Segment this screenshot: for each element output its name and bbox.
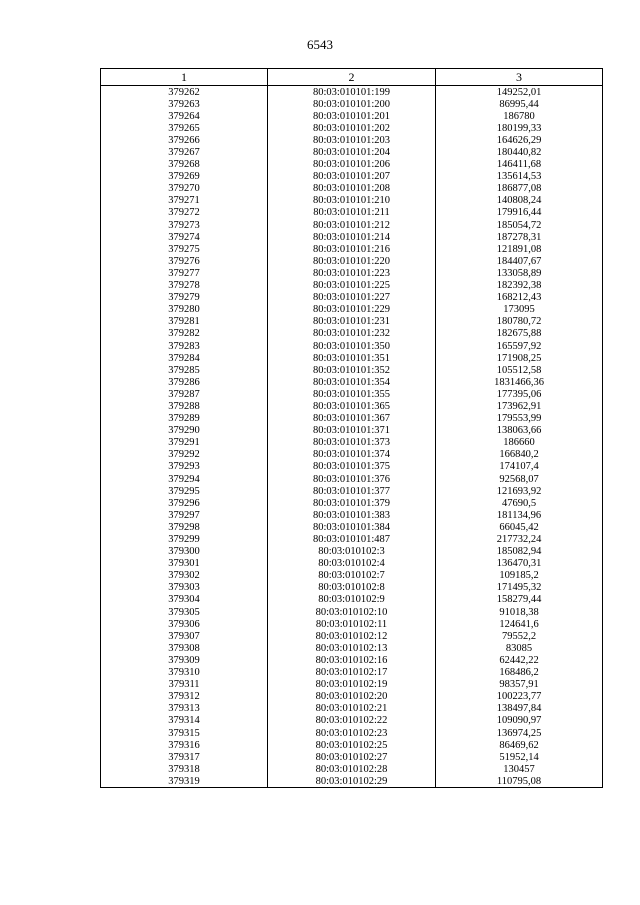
value-cell: 138063,66 <box>436 425 603 437</box>
table-row <box>101 231 603 243</box>
row-number-cell: 379274 <box>101 231 268 243</box>
value-cell: 173962,91 <box>436 400 603 412</box>
table-row <box>101 449 603 461</box>
cadastral-number-cell: 80:03:010101:223 <box>268 267 436 279</box>
row-number-cell: 379264 <box>101 110 268 122</box>
row-number-cell: 379317 <box>101 751 268 763</box>
cadastral-number-cell: 80:03:010101:367 <box>268 413 436 425</box>
row-number-cell: 379314 <box>101 715 268 727</box>
cadastral-number-cell: 80:03:010101:351 <box>268 352 436 364</box>
value-cell: 166840,2 <box>436 449 603 461</box>
cadastral-number-cell: 80:03:010101:374 <box>268 449 436 461</box>
table-row <box>101 558 603 570</box>
value-cell: 180780,72 <box>436 316 603 328</box>
table-row <box>101 751 603 763</box>
value-cell: 181134,96 <box>436 509 603 521</box>
table-row <box>101 183 603 195</box>
row-number-cell: 379281 <box>101 316 268 328</box>
table-row <box>101 618 603 630</box>
table-row <box>101 219 603 231</box>
cadastral-number-cell: 80:03:010102:16 <box>268 654 436 666</box>
row-number-cell: 379266 <box>101 134 268 146</box>
row-number-cell: 379307 <box>101 630 268 642</box>
cadastral-number-cell: 80:03:010101:214 <box>268 231 436 243</box>
cadastral-number-cell: 80:03:010102:8 <box>268 582 436 594</box>
table-row <box>101 267 603 279</box>
table-row <box>101 98 603 110</box>
value-cell: 146411,68 <box>436 159 603 171</box>
value-cell: 182392,38 <box>436 280 603 292</box>
table-row <box>101 340 603 352</box>
row-number-cell: 379278 <box>101 280 268 292</box>
cadastral-number-cell: 80:03:010102:7 <box>268 570 436 582</box>
cadastral-number-cell: 80:03:010101:204 <box>268 146 436 158</box>
value-cell: 121891,08 <box>436 243 603 255</box>
value-cell: 79552,2 <box>436 630 603 642</box>
cadastral-number-cell: 80:03:010101:199 <box>268 86 436 99</box>
table-row <box>101 413 603 425</box>
row-number-cell: 379276 <box>101 255 268 267</box>
row-number-cell: 379308 <box>101 642 268 654</box>
row-number-cell: 379293 <box>101 461 268 473</box>
row-number-cell: 379296 <box>101 497 268 509</box>
column-header-2: 2 <box>268 69 436 86</box>
row-number-cell: 379273 <box>101 219 268 231</box>
cadastral-number-cell: 80:03:010102:17 <box>268 667 436 679</box>
value-cell: 110795,08 <box>436 775 603 788</box>
table-row <box>101 352 603 364</box>
cadastral-number-cell: 80:03:010101:371 <box>268 425 436 437</box>
row-number-cell: 379298 <box>101 521 268 533</box>
cadastral-number-cell: 80:03:010101:207 <box>268 171 436 183</box>
table-row <box>101 775 603 788</box>
row-number-cell: 379282 <box>101 328 268 340</box>
table-row <box>101 146 603 158</box>
cadastral-number-cell: 80:03:010101:212 <box>268 219 436 231</box>
value-cell: 140808,24 <box>436 195 603 207</box>
table-row <box>101 425 603 437</box>
table-row <box>101 473 603 485</box>
cadastral-number-cell: 80:03:010101:208 <box>268 183 436 195</box>
cadastral-number-cell: 80:03:010101:203 <box>268 134 436 146</box>
table-row <box>101 642 603 654</box>
row-number-cell: 379290 <box>101 425 268 437</box>
value-cell: 165597,92 <box>436 340 603 352</box>
table-row <box>101 437 603 449</box>
table-row <box>101 727 603 739</box>
table-row <box>101 159 603 171</box>
value-cell: 105512,58 <box>436 364 603 376</box>
row-number-cell: 379272 <box>101 207 268 219</box>
table-row <box>101 679 603 691</box>
row-number-cell: 379311 <box>101 679 268 691</box>
row-number-cell: 379305 <box>101 606 268 618</box>
value-cell: 177395,06 <box>436 388 603 400</box>
page-number: 6543 <box>307 37 333 52</box>
value-cell: 186780 <box>436 110 603 122</box>
value-cell: 86995,44 <box>436 98 603 110</box>
row-number-cell: 379262 <box>101 86 268 99</box>
value-cell: 187278,31 <box>436 231 603 243</box>
row-number-cell: 379269 <box>101 171 268 183</box>
cadastral-number-cell: 80:03:010101:216 <box>268 243 436 255</box>
value-cell: 124641,6 <box>436 618 603 630</box>
cadastral-number-cell: 80:03:010102:21 <box>268 703 436 715</box>
table-row <box>101 243 603 255</box>
row-number-cell: 379299 <box>101 533 268 545</box>
row-number-cell: 379283 <box>101 340 268 352</box>
row-number-cell: 379289 <box>101 413 268 425</box>
row-number-cell: 379294 <box>101 473 268 485</box>
value-cell: 149252,01 <box>436 86 603 99</box>
cadastral-number-cell: 80:03:010101:365 <box>268 400 436 412</box>
cadastral-number-cell: 80:03:010102:3 <box>268 546 436 558</box>
table-row <box>101 763 603 775</box>
cadastral-number-cell: 80:03:010102:29 <box>268 775 436 788</box>
cadastral-number-cell: 80:03:010101:383 <box>268 509 436 521</box>
cadastral-number-cell: 80:03:010101:373 <box>268 437 436 449</box>
value-cell: 47690,5 <box>436 497 603 509</box>
cadastral-number-cell: 80:03:010101:211 <box>268 207 436 219</box>
table-row <box>101 582 603 594</box>
table-row <box>101 304 603 316</box>
table-row <box>101 122 603 134</box>
table-header-row <box>101 69 603 86</box>
table-row <box>101 739 603 751</box>
cadastral-number-cell: 80:03:010101:206 <box>268 159 436 171</box>
value-cell: 184407,67 <box>436 255 603 267</box>
cadastral-number-cell: 80:03:010101:352 <box>268 364 436 376</box>
cadastral-number-cell: 80:03:010101:200 <box>268 98 436 110</box>
table-row <box>101 316 603 328</box>
cadastral-number-cell: 80:03:010101:384 <box>268 521 436 533</box>
row-number-cell: 379291 <box>101 437 268 449</box>
value-cell: 174107,4 <box>436 461 603 473</box>
cadastral-number-cell: 80:03:010101:375 <box>268 461 436 473</box>
table-row <box>101 485 603 497</box>
value-cell: 168212,43 <box>436 292 603 304</box>
row-number-cell: 379297 <box>101 509 268 521</box>
cadastral-number-cell: 80:03:010101:201 <box>268 110 436 122</box>
cadastral-number-cell: 80:03:010102:22 <box>268 715 436 727</box>
row-number-cell: 379284 <box>101 352 268 364</box>
table-row <box>101 497 603 509</box>
row-number-cell: 379316 <box>101 739 268 751</box>
table-row <box>101 376 603 388</box>
row-number-cell: 379310 <box>101 667 268 679</box>
row-number-cell: 379300 <box>101 546 268 558</box>
value-cell: 51952,14 <box>436 751 603 763</box>
cadastral-number-cell: 80:03:010102:23 <box>268 727 436 739</box>
row-number-cell: 379286 <box>101 376 268 388</box>
value-cell: 186660 <box>436 437 603 449</box>
row-number-cell: 379263 <box>101 98 268 110</box>
row-number-cell: 379301 <box>101 558 268 570</box>
cadastral-number-cell: 80:03:010101:487 <box>268 533 436 545</box>
value-cell: 1831466,36 <box>436 376 603 388</box>
cadastral-number-cell: 80:03:010101:376 <box>268 473 436 485</box>
table-row <box>101 328 603 340</box>
value-cell: 130457 <box>436 763 603 775</box>
value-cell: 180199,33 <box>436 122 603 134</box>
row-number-cell: 379318 <box>101 763 268 775</box>
table-row <box>101 546 603 558</box>
row-number-cell: 379312 <box>101 691 268 703</box>
row-number-cell: 379277 <box>101 267 268 279</box>
value-cell: 109090,97 <box>436 715 603 727</box>
cadastral-number-cell: 80:03:010102:27 <box>268 751 436 763</box>
value-cell: 138497,84 <box>436 703 603 715</box>
table-row <box>101 400 603 412</box>
table-row <box>101 630 603 642</box>
cadastral-number-cell: 80:03:010102:9 <box>268 594 436 606</box>
cadastral-number-cell: 80:03:010101:229 <box>268 304 436 316</box>
value-cell: 136974,25 <box>436 727 603 739</box>
table-row <box>101 255 603 267</box>
row-number-cell: 379303 <box>101 582 268 594</box>
value-cell: 185054,72 <box>436 219 603 231</box>
table-row <box>101 570 603 582</box>
value-cell: 86469,62 <box>436 739 603 751</box>
value-cell: 83085 <box>436 642 603 654</box>
cadastral-number-cell: 80:03:010102:13 <box>268 642 436 654</box>
cadastral-number-cell: 80:03:010101:202 <box>268 122 436 134</box>
row-number-cell: 379313 <box>101 703 268 715</box>
value-cell: 180440,82 <box>436 146 603 158</box>
cadastral-number-cell: 80:03:010101:354 <box>268 376 436 388</box>
row-number-cell: 379270 <box>101 183 268 195</box>
table-row <box>101 292 603 304</box>
table-row <box>101 521 603 533</box>
value-cell: 62442,22 <box>436 654 603 666</box>
table-row <box>101 509 603 521</box>
table-row <box>101 86 603 99</box>
table-row <box>101 134 603 146</box>
row-number-cell: 379302 <box>101 570 268 582</box>
table-row <box>101 715 603 727</box>
row-number-cell: 379279 <box>101 292 268 304</box>
table-row <box>101 594 603 606</box>
value-cell: 185082,94 <box>436 546 603 558</box>
value-cell: 135614,53 <box>436 171 603 183</box>
value-cell: 168486,2 <box>436 667 603 679</box>
cadastral-number-cell: 80:03:010101:232 <box>268 328 436 340</box>
cadastral-number-cell: 80:03:010102:12 <box>268 630 436 642</box>
cadastral-number-cell: 80:03:010102:4 <box>268 558 436 570</box>
table-row <box>101 654 603 666</box>
row-number-cell: 379295 <box>101 485 268 497</box>
value-cell: 109185,2 <box>436 570 603 582</box>
column-header-1: 1 <box>101 69 268 86</box>
value-cell: 179553,99 <box>436 413 603 425</box>
row-number-cell: 379319 <box>101 775 268 788</box>
data-table <box>100 68 603 788</box>
row-number-cell: 379271 <box>101 195 268 207</box>
table-row <box>101 171 603 183</box>
table-row <box>101 110 603 122</box>
table-row <box>101 364 603 376</box>
column-header-3: 3 <box>436 69 603 86</box>
cadastral-number-cell: 80:03:010102:19 <box>268 679 436 691</box>
table-row <box>101 388 603 400</box>
value-cell: 91018,38 <box>436 606 603 618</box>
value-cell: 171495,32 <box>436 582 603 594</box>
value-cell: 171908,25 <box>436 352 603 364</box>
cadastral-number-cell: 80:03:010101:350 <box>268 340 436 352</box>
value-cell: 173095 <box>436 304 603 316</box>
row-number-cell: 379306 <box>101 618 268 630</box>
row-number-cell: 379268 <box>101 159 268 171</box>
cadastral-number-cell: 80:03:010101:355 <box>268 388 436 400</box>
cadastral-number-cell: 80:03:010101:225 <box>268 280 436 292</box>
value-cell: 158279,44 <box>436 594 603 606</box>
row-number-cell: 379280 <box>101 304 268 316</box>
cadastral-number-cell: 80:03:010101:220 <box>268 255 436 267</box>
row-number-cell: 379287 <box>101 388 268 400</box>
value-cell: 182675,88 <box>436 328 603 340</box>
value-cell: 217732,24 <box>436 533 603 545</box>
row-number-cell: 379288 <box>101 400 268 412</box>
table-row <box>101 691 603 703</box>
cadastral-number-cell: 80:03:010101:231 <box>268 316 436 328</box>
cadastral-number-cell: 80:03:010102:10 <box>268 606 436 618</box>
row-number-cell: 379275 <box>101 243 268 255</box>
value-cell: 179916,44 <box>436 207 603 219</box>
row-number-cell: 379292 <box>101 449 268 461</box>
table-row <box>101 703 603 715</box>
cadastral-number-cell: 80:03:010102:25 <box>268 739 436 751</box>
value-cell: 136470,31 <box>436 558 603 570</box>
value-cell: 121693,92 <box>436 485 603 497</box>
cadastral-number-cell: 80:03:010102:20 <box>268 691 436 703</box>
table-row <box>101 606 603 618</box>
cadastral-number-cell: 80:03:010101:379 <box>268 497 436 509</box>
cadastral-number-cell: 80:03:010101:227 <box>268 292 436 304</box>
value-cell: 98357,91 <box>436 679 603 691</box>
cadastral-number-cell: 80:03:010101:377 <box>268 485 436 497</box>
table-row <box>101 533 603 545</box>
row-number-cell: 379304 <box>101 594 268 606</box>
table-row <box>101 207 603 219</box>
table-row <box>101 461 603 473</box>
table-row <box>101 667 603 679</box>
table-row <box>101 195 603 207</box>
row-number-cell: 379285 <box>101 364 268 376</box>
value-cell: 133058,89 <box>436 267 603 279</box>
value-cell: 186877,08 <box>436 183 603 195</box>
value-cell: 164626,29 <box>436 134 603 146</box>
value-cell: 100223,77 <box>436 691 603 703</box>
cadastral-number-cell: 80:03:010102:28 <box>268 763 436 775</box>
row-number-cell: 379267 <box>101 146 268 158</box>
row-number-cell: 379265 <box>101 122 268 134</box>
row-number-cell: 379315 <box>101 727 268 739</box>
value-cell: 92568,07 <box>436 473 603 485</box>
table-row <box>101 280 603 292</box>
value-cell: 66045,42 <box>436 521 603 533</box>
table-body <box>101 86 603 788</box>
row-number-cell: 379309 <box>101 654 268 666</box>
cadastral-number-cell: 80:03:010102:11 <box>268 618 436 630</box>
cadastral-number-cell: 80:03:010101:210 <box>268 195 436 207</box>
